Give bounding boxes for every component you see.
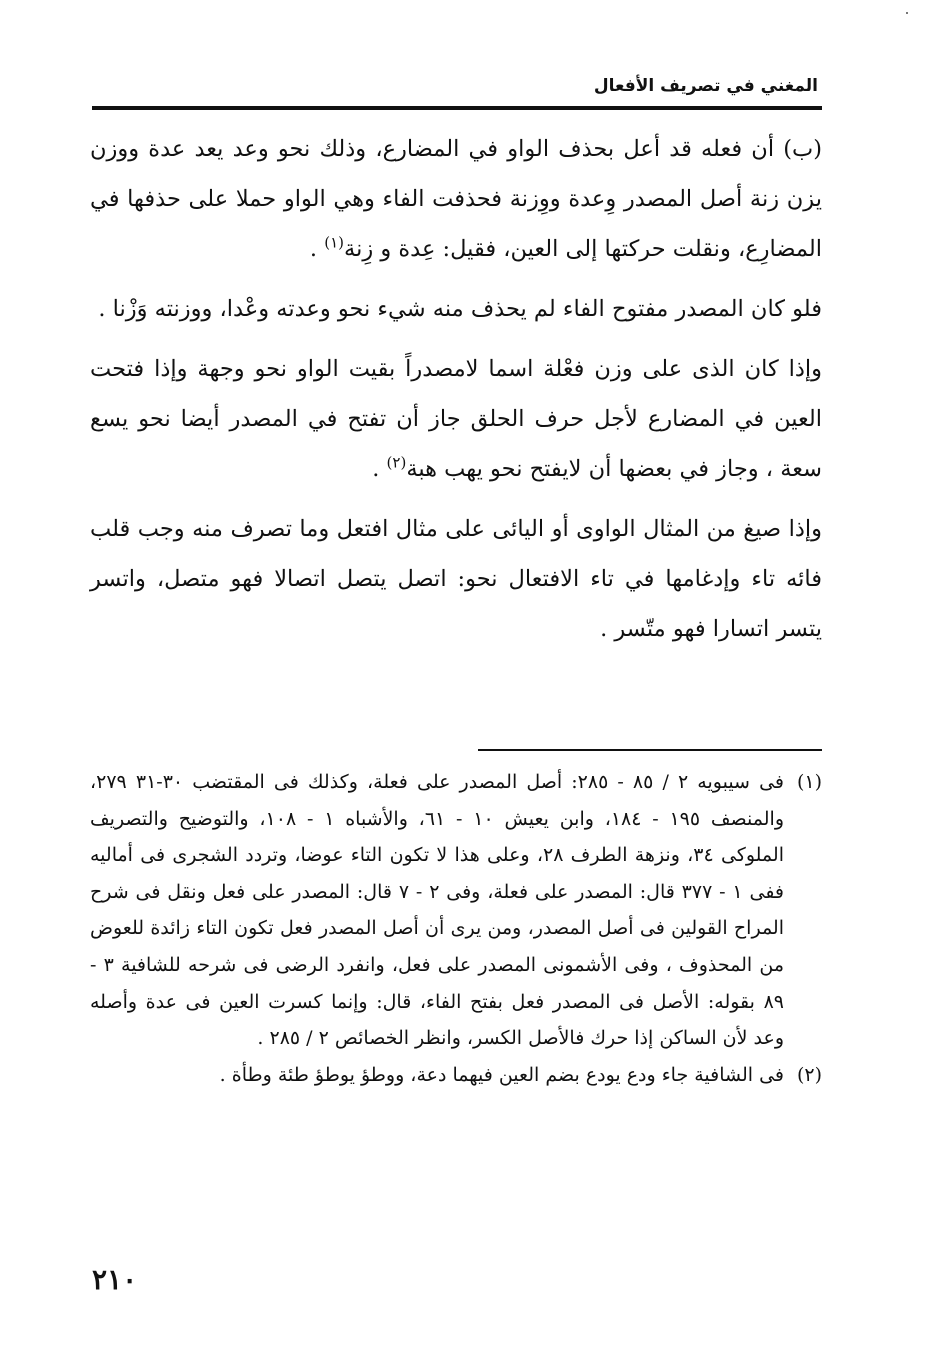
paragraph-2 <box>90 284 822 334</box>
paragraph-4 <box>90 504 822 654</box>
footnote-2-text: فى الشافية جاء ودع يودع بضم العين فيهما دعة، ووطؤ يوطؤ طئة وطأة . <box>219 1063 784 1086</box>
footnote-marker-2: (٢) <box>386 453 407 472</box>
footnote-1 <box>90 764 822 1057</box>
paragraph-1 <box>90 124 822 274</box>
footnote-1-number: (١) <box>796 771 822 793</box>
paragraph-3-text: وإذا كان الذى على وزن فعْلة اسما لامصدراً بقيت الواو نحو وجهة وإذا فتحت العين في المضارع لأجل حرف الحلق جاز أن تفتح في المصدر أيضا نحو يسع سعة ، وجاز في بعضها أن لايفتح نحو يهب هبة <box>90 356 822 482</box>
footnote-1-text: فى سيبويه ٢ / ٨٥ - ٢٨٥: أصل المصدر على فعلة، وكذلك فى المقتضب ٣٠-٣١ ٢٧٩، والمنصف ١٩٥ - ١٨٤، وابن يعيش ١٠ - ٦١، والأشباه ١ - ١٠٨، والتوضيح والتصريف الملوكى ٣٤، ونزهة الطرف ٢٨، وعلى هذا لا تكون التاء عوضا، وتردد الشجرى فى أماليه ففى ١ - ٣٧٧ قال: المصدر على فعلة، وفى ٢ - ٧ قال: المصدر على فعل ونقل فى شرح المراح القولين فى أصل المصدر، ومن يرى أن أصل المصدر فعل تكون التاء زائدة للعوض من المحذوف ، وفى الأشمونى المصدر على فعل، وانفرد الرضى فى شرحه للشافية ٣ - ٨٩ بقوله: الأصل فى المصدر فعل بفتح الفاء، قال: وإنما كسرت العين فى عدة وأصله وعد لأن الساكن إذا حرك فالأصل الكسر، وانظر الخصائص ٢ / ٢٨٥ . <box>90 771 785 1050</box>
paragraph-4-text: وإذا صيغ من المثال الواوى أو اليائى على مثال افتعل وما تصرف منه وجب قلب فائه تاء وإدغامها في تاء الافتعال نحو: اتصل يتصل اتصالا فهو متصل، واتسر يتسر اتسارا فهو متّسر . <box>90 516 822 642</box>
header-rule <box>92 106 822 110</box>
paragraph-1-text: (ب) أن فعله قد أعل بحذف الواو في المضارع، وذلك نحو وعد يعد عدة ووزن يزن زنة أصل المصدر وِعدة ووِزنة فحذفت الفاء وهي الواو حملا على حذفها في المضارِع، ونقلت حركتها إلى العين، فقيل: عِدة و زِنة <box>90 136 822 262</box>
footnotes <box>90 764 822 1093</box>
footnote-2-number: (٢) <box>796 1063 822 1086</box>
paragraph-3-end: . <box>372 456 387 482</box>
main-text <box>90 124 822 660</box>
running-header-title: المغني في تصريف الأفعال <box>593 76 818 96</box>
footnote-marker-1: (١) <box>324 233 345 252</box>
paragraph-3 <box>90 344 822 494</box>
paragraph-2-text: فلو كان المصدر مفتوح الفاء لم يحذف منه شيء نحو وعدته وعْدا، ووزنته وَزْنا . <box>98 296 822 322</box>
scan-speck <box>906 12 908 14</box>
footnote-separator <box>478 749 822 751</box>
paragraph-1-end: . <box>309 236 325 262</box>
page-number: ٢١٠ <box>92 1263 138 1296</box>
footnote-2 <box>90 1057 822 1094</box>
